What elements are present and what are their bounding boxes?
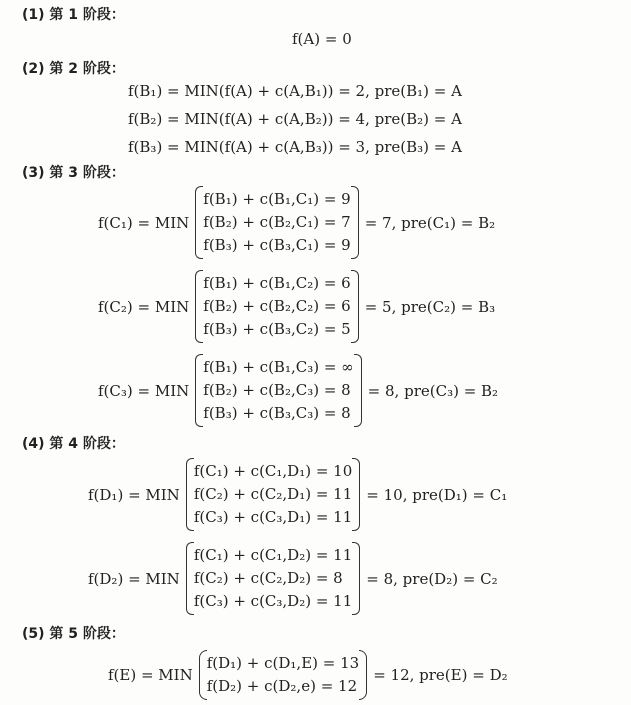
block-lhs: f(C₁) = MIN [98,213,190,232]
brace-row: f(B₂) + c(B₂,C₃) = 8 [203,381,351,399]
block-lhs: f(C₃) = MIN [98,381,190,400]
equation-block-d1 [88,458,507,531]
block-lhs: f(D₁) = MIN [88,485,180,504]
block-lhs: f(C₂) = MIN [98,297,190,316]
block-rhs: = 12, pre(E) = D₂ [373,666,508,684]
block-rhs: = 8, pre(C₃) = B₂ [367,381,499,400]
brace-row: f(C₃) + c(C₃,D₂) = 11 [193,592,353,610]
brace-row: f(C₁) + c(C₁,D₁) = 10 [193,462,353,480]
equation-block-e [108,650,508,700]
brace-row: f(B₂) + c(B₂,C₁) = 7 [203,213,351,231]
brace-row: f(B₁) + c(B₁,C₃) = ∞ [203,358,354,376]
stage-5-heading: (5) 第 5 阶段： [22,626,125,642]
brace-row: f(B₃) + c(B₃,C₂) = 5 [203,320,351,338]
block-rhs: = 8, pre(D₂) = C₂ [366,569,498,588]
brace-group [186,458,360,531]
stage-4-heading: (4) 第 4 阶段： [22,436,125,452]
block-lhs: f(D₂) = MIN [88,569,180,588]
block-rhs: = 10, pre(D₁) = C₁ [366,485,508,504]
equation-block-c1 [98,186,495,259]
brace-row: f(C₃) + c(C₃,D₁) = 11 [193,508,353,526]
brace-row: f(B₂) + c(B₂,C₂) = 6 [203,297,351,315]
brace-row: f(B₁) + c(B₁,C₁) = 9 [203,190,351,208]
stage-1-equation: f(A) = 0 [292,30,352,48]
brace-row: f(C₂) + c(C₂,D₂) = 8 [193,569,343,587]
stage-2-heading: (2) 第 2 阶段： [22,61,125,77]
equation-block-c2 [98,270,495,343]
stage-3-heading: (3) 第 3 阶段： [22,165,125,181]
stage-1-heading: (1) 第 1 阶段： [22,7,125,23]
stage-2-equation-b3: f(B₃) = MIN(f(A) + c(A,B₃)) = 3, pre(B₃) = A [128,138,462,156]
equation-block-c3 [98,354,498,427]
stage-2-equation-b1: f(B₁) = MIN(f(A) + c(A,B₁)) = 2, pre(B₁) = A [128,82,462,100]
paren-row: f(D₂) + c(D₂,e) = 12 [206,677,358,695]
brace-group [186,542,360,615]
block-rhs: = 7, pre(C₁) = B₂ [364,213,496,232]
stage-2-equation-b2: f(B₂) = MIN(f(A) + c(A,B₂)) = 4, pre(B₂) = A [128,110,462,128]
equation-block-d2 [88,542,498,615]
paren-row: f(D₁) + c(D₁,E) = 13 [206,654,360,672]
brace-row: f(B₃) + c(B₃,C₃) = 8 [203,404,351,422]
block-lhs: f(E) = MIN [108,666,193,684]
brace-row: f(B₁) + c(B₁,C₂) = 6 [203,274,351,292]
brace-row: f(B₃) + c(B₃,C₁) = 9 [203,236,351,254]
brace-group [195,354,361,427]
paren-group [199,650,367,700]
brace-group [195,186,358,259]
brace-row: f(C₂) + c(C₂,D₁) = 11 [193,485,353,503]
brace-row: f(C₁) + c(C₁,D₂) = 11 [193,546,353,564]
block-rhs: = 5, pre(C₂) = B₃ [364,297,496,316]
brace-group [195,270,358,343]
